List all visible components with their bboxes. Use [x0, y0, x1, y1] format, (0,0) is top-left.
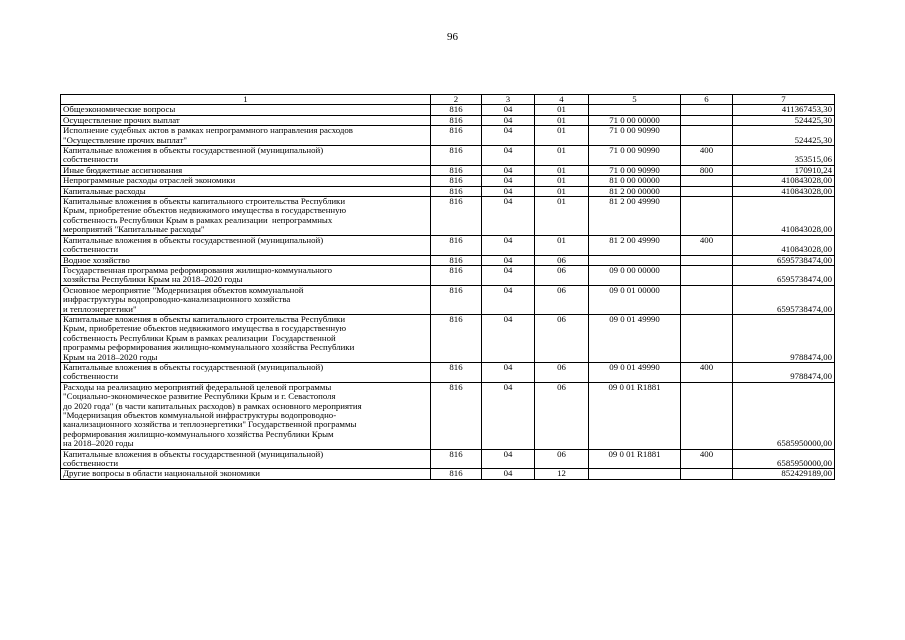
row-description: Водное хозяйство [61, 255, 431, 265]
row-description: Общеэкономические вопросы [61, 105, 431, 115]
row-code-3: 04 [482, 176, 535, 186]
row-code-4: 01 [535, 165, 589, 175]
row-amount: 170910,24 [733, 165, 835, 175]
row-code-3: 04 [482, 449, 535, 469]
row-code-4: 06 [535, 362, 589, 382]
row-target-article: 71 0 00 90990 [589, 146, 681, 166]
row-amount: 852429189,00 [733, 469, 835, 479]
row-expense-type [681, 265, 733, 285]
row-expense-type [681, 115, 733, 125]
row-amount: 6595738474,00 [733, 265, 835, 285]
row-amount: 6585950000,00 [733, 449, 835, 469]
row-amount: 410843028,00 [733, 235, 835, 255]
row-description: Капитальные вложения в объекты капитального строительства Республики Крым, приобретение объектов недвижимого имущества в государственную собственность Республики Крым в рамках реализации Государственной программы реформирования жилищно-коммунального хозяйства Республики Крым на 2018–2020 годы [61, 314, 431, 362]
row-code-4: 01 [535, 105, 589, 115]
row-target-article: 09 0 01 R1881 [589, 449, 681, 469]
row-target-article [589, 105, 681, 115]
row-description: Иные бюджетные ассигнования [61, 165, 431, 175]
row-code-3: 04 [482, 197, 535, 236]
table-row [61, 105, 835, 115]
row-target-article: 81 0 00 00000 [589, 176, 681, 186]
row-code-4: 06 [535, 255, 589, 265]
row-target-article: 09 0 01 49990 [589, 362, 681, 382]
row-code-2: 816 [431, 115, 482, 125]
table-row [61, 126, 835, 146]
row-description: Капитальные вложения в объекты капитального строительства Республики Крым, приобретение объектов недвижимого имущества в государственную собственность Республики Крым в рамках реализации непрограммных мероприятий "Капитальные расходы" [61, 197, 431, 236]
table-row [61, 235, 835, 255]
row-code-2: 816 [431, 449, 482, 469]
header-cell: 4 [535, 95, 589, 105]
header-cell: 5 [589, 95, 681, 105]
row-code-3: 04 [482, 105, 535, 115]
row-target-article [589, 469, 681, 479]
table-row [61, 469, 835, 479]
row-code-3: 04 [482, 235, 535, 255]
row-code-4: 06 [535, 314, 589, 362]
table-row [61, 449, 835, 469]
row-description: Основное мероприятие "Модернизация объектов коммунальной инфраструктуры водопроводно-канализационного хозяйства и теплоэнергетики" [61, 285, 431, 314]
row-code-4: 06 [535, 265, 589, 285]
row-expense-type [681, 285, 733, 314]
table-row [61, 362, 835, 382]
row-code-3: 04 [482, 265, 535, 285]
row-code-4: 12 [535, 469, 589, 479]
table-row [61, 165, 835, 175]
row-code-4: 06 [535, 382, 589, 449]
row-code-3: 04 [482, 285, 535, 314]
row-code-4: 01 [535, 186, 589, 196]
row-target-article: 71 0 00 90990 [589, 126, 681, 146]
row-code-4: 06 [535, 285, 589, 314]
row-expense-type: 400 [681, 235, 733, 255]
budget-table [60, 94, 835, 480]
row-description: Исполнение судебных актов в рамках непрограммного направления расходов "Осуществление прочих выплат" [61, 126, 431, 146]
row-code-2: 816 [431, 186, 482, 196]
row-amount: 410843028,00 [733, 176, 835, 186]
row-expense-type: 400 [681, 362, 733, 382]
header-cell: 7 [733, 95, 835, 105]
row-code-2: 816 [431, 382, 482, 449]
row-code-2: 816 [431, 165, 482, 175]
row-description: Капитальные вложения в объекты государственной (муниципальной) собственности [61, 449, 431, 469]
row-description: Государственная программа реформирования жилищно-коммунального хозяйства Республики Крым на 2018–2020 годы [61, 265, 431, 285]
row-expense-type [681, 105, 733, 115]
row-description: Непрограммные расходы отраслей экономики [61, 176, 431, 186]
row-code-3: 04 [482, 382, 535, 449]
header-cell: 3 [482, 95, 535, 105]
header-cell: 2 [431, 95, 482, 105]
row-description: Капитальные вложения в объекты государственной (муниципальной) собственности [61, 235, 431, 255]
row-code-3: 04 [482, 115, 535, 125]
row-code-4: 01 [535, 126, 589, 146]
row-amount: 9788474,00 [733, 314, 835, 362]
row-amount: 411367453,30 [733, 105, 835, 115]
row-code-2: 816 [431, 255, 482, 265]
table-row [61, 285, 835, 314]
row-code-3: 04 [482, 186, 535, 196]
row-code-4: 01 [535, 235, 589, 255]
row-amount: 9788474,00 [733, 362, 835, 382]
row-code-2: 816 [431, 146, 482, 166]
row-code-2: 816 [431, 314, 482, 362]
row-code-2: 816 [431, 235, 482, 255]
row-target-article: 71 0 00 90990 [589, 165, 681, 175]
row-amount: 6585950000,00 [733, 382, 835, 449]
row-code-2: 816 [431, 176, 482, 186]
row-expense-type [681, 314, 733, 362]
row-target-article: 09 0 00 00000 [589, 265, 681, 285]
row-expense-type [681, 469, 733, 479]
row-code-3: 04 [482, 362, 535, 382]
table-row [61, 176, 835, 186]
row-code-4: 01 [535, 176, 589, 186]
page-number: 96 [447, 31, 458, 43]
row-code-2: 816 [431, 197, 482, 236]
row-description: Капитальные расходы [61, 186, 431, 196]
table-row [61, 115, 835, 125]
table-body [61, 95, 835, 480]
row-target-article: 09 0 01 49990 [589, 314, 681, 362]
row-amount: 524425,30 [733, 126, 835, 146]
table-row [61, 146, 835, 166]
row-code-2: 816 [431, 126, 482, 146]
row-expense-type [681, 126, 733, 146]
row-code-3: 04 [482, 469, 535, 479]
row-target-article: 81 2 00 49990 [589, 235, 681, 255]
row-description: Осуществление прочих выплат [61, 115, 431, 125]
row-expense-type [681, 197, 733, 236]
row-target-article: 81 2 00 00000 [589, 186, 681, 196]
row-expense-type [681, 186, 733, 196]
table-row [61, 255, 835, 265]
row-expense-type [681, 255, 733, 265]
row-code-2: 816 [431, 362, 482, 382]
row-amount: 6595738474,00 [733, 255, 835, 265]
row-amount: 410843028,00 [733, 197, 835, 236]
row-code-3: 04 [482, 165, 535, 175]
row-description: Расходы на реализацию мероприятий федеральной целевой программы "Социально-экономическое развитие Республики Крым и г. Севастополя до 2020 года" (в части капитальных расходов) в рамках основного мероприятия "Модернизация объектов коммунальной инфраструктуры водопроводно- канализационного хозяйства и теплоэнергетики" Государственной программы реформирования жилищно-коммунального хозяйства Республики Крым на 2018–2020 годы [61, 382, 431, 449]
table-header-row [61, 95, 835, 105]
row-code-4: 01 [535, 115, 589, 125]
row-description: Капитальные вложения в объекты государственной (муниципальной) собственности [61, 362, 431, 382]
row-code-2: 816 [431, 265, 482, 285]
table-row [61, 186, 835, 196]
row-expense-type: 400 [681, 146, 733, 166]
header-cell: 1 [61, 95, 431, 105]
row-expense-type: 800 [681, 165, 733, 175]
row-target-article: 71 0 00 00000 [589, 115, 681, 125]
row-target-article: 09 0 01 R1881 [589, 382, 681, 449]
table-row [61, 197, 835, 236]
row-code-3: 04 [482, 255, 535, 265]
row-target-article: 09 0 01 00000 [589, 285, 681, 314]
row-code-4: 01 [535, 146, 589, 166]
row-amount: 410843028,00 [733, 186, 835, 196]
table-row [61, 265, 835, 285]
row-expense-type [681, 382, 733, 449]
row-expense-type: 400 [681, 449, 733, 469]
header-cell: 6 [681, 95, 733, 105]
row-code-2: 816 [431, 105, 482, 115]
row-description: Другие вопросы в области национальной экономики [61, 469, 431, 479]
table-row [61, 382, 835, 449]
row-code-4: 06 [535, 449, 589, 469]
row-code-3: 04 [482, 314, 535, 362]
row-amount: 353515,06 [733, 146, 835, 166]
row-target-article [589, 255, 681, 265]
row-code-2: 816 [431, 469, 482, 479]
row-target-article: 81 2 00 49990 [589, 197, 681, 236]
row-description: Капитальные вложения в объекты государственной (муниципальной) собственности [61, 146, 431, 166]
row-amount: 524425,30 [733, 115, 835, 125]
row-code-4: 01 [535, 197, 589, 236]
row-expense-type [681, 176, 733, 186]
row-code-3: 04 [482, 126, 535, 146]
row-code-3: 04 [482, 146, 535, 166]
table-row [61, 314, 835, 362]
row-code-2: 816 [431, 285, 482, 314]
row-amount: 6595738474,00 [733, 285, 835, 314]
